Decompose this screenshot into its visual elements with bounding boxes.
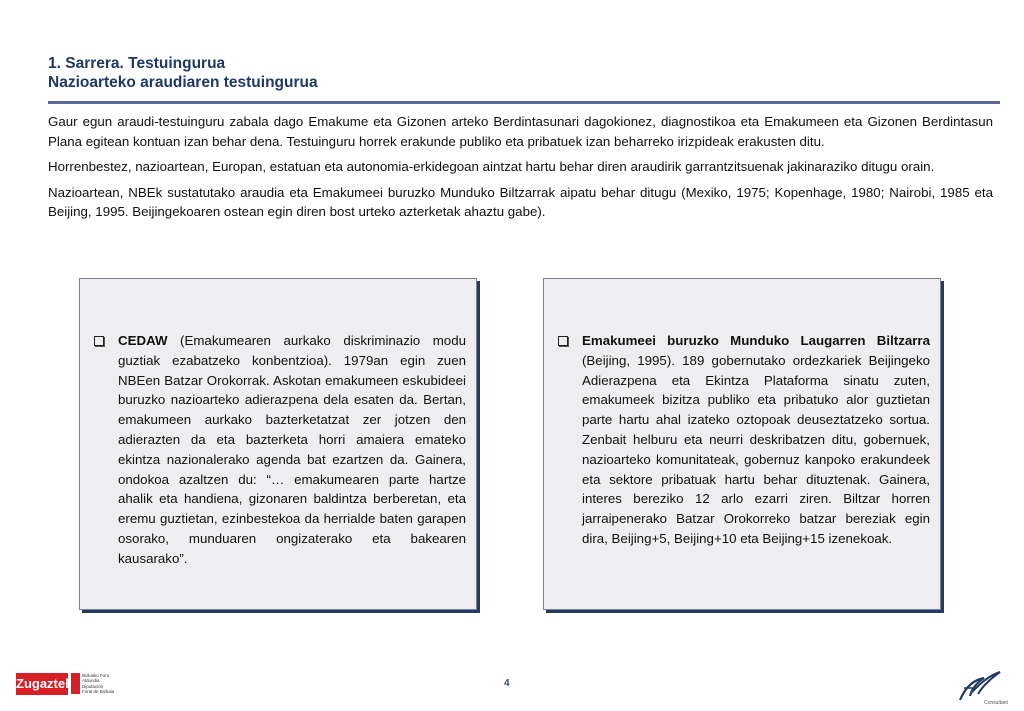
- intro-paragraph: Horrenbestez, nazioartean, Europan, estatuan eta autonomia-erkidegoan aintzat hartu behar diren araudirik garrantzitsuenak jakinaraziko ditugu orain.: [48, 159, 935, 175]
- header-divider: [48, 101, 1000, 104]
- beijing-bold: Emakumeei buruzko Munduko Laugarren Biltzarra: [582, 333, 930, 348]
- intro-text: [48, 112, 993, 228]
- intro-paragraph: Nazioartean, NBEk sustatutako araudia eta Emakumeei buruzko Munduko Biltzarrak aipatu behar ditugu (Mexiko, 1975; Kopenhage, 1980; Nairobi, 1985 eta Beijing, 1995. Beijingekoaren ostean egin diren bost urteko azterketak ahaztu gabe).: [48, 184, 993, 220]
- page-header: [48, 54, 318, 92]
- page-title: Nazioarteko araudiaren testuingurua: [48, 74, 318, 91]
- checkbox-bullet-icon: [558, 336, 568, 346]
- section-label: 1. Sarrera. Testuinguruа: [48, 55, 226, 72]
- page-number: 4: [504, 678, 510, 689]
- checkbox-bullet-icon: [94, 336, 104, 346]
- beijing-text: [582, 331, 930, 549]
- cedaw-bold: CEDAW: [118, 333, 168, 348]
- cedaw-box: [79, 278, 477, 610]
- cedaw-item: [92, 331, 466, 569]
- cedaw-text: [118, 331, 466, 569]
- beijing-item: [556, 331, 930, 549]
- svg-text:Consultants: Consultants: [984, 700, 1008, 706]
- consultants-logo: [952, 666, 1008, 706]
- cedaw-body: (Emakumearen aurkako diskriminazio modu guztiak ezabatzeko konbentzioa). 1979an egin zuen NBEen Batzar Orokorrak. Askotan emakumeen eskubideei buruzko nazioarteko adierazpena dela esaten da. Bertan, emakumeen aurkako bazterketatzat zer jotzen den adierazten da eta bazterketa horri amaiera emateko ekintza nazionalerako agenda bat ezartzen da. Gainera, ondokoa azaltzen du: “… emakumearen parte hartze ahalik eta handiena, gizonaren baldintza berberetan, eta eremu guztietan, ezinbestekoa da herrialde baten garapen osorako, munduaren ongizaterako eta bakearen kausarako”.: [118, 333, 466, 566]
- bizkaia-emblem-icon: [71, 673, 80, 694]
- zugaztel-logo: Zugaztel: [16, 673, 68, 695]
- intro-paragraph: Gaur egun araudi-testuinguru zabala dago Emakume eta Gizonen arteko Berdintasunari dagokionez, diagnostikoa eta Emakumeen eta Gizonen Berdintasun Plana egitean kontuan izan behar dena. Testuinguru horrek erakunde publiko eta pribatuek izan beharreko irizpideak erakusten ditu.: [48, 114, 993, 149]
- beijing-box: [543, 278, 941, 610]
- bizkaia-logo: Bizkaiko Foru Aldundia Diputación Foral de Bizkaia: [71, 673, 126, 695]
- consultants-swirl-icon: [952, 666, 1008, 706]
- beijing-body: (Beijing, 1995). 189 gobernutako ordezkariek Beijingeko Adierazpena eta Ekintza Plataforma sinatu zuten, emakumeek bizitza publiko eta pribatuko alor guztietan parte hartu ahal izateko oztopoak deuseztatzeko sortua. Zenbait helburu eta neurri deskribatzen ditu, gobernuek, nazioarteko komunitateak, gobernuz kanpoko erakundeek eta sektore pribatuak hartu behar dituztenak. Gainera, interes bereziko 12 arlo ezarri ziren. Biltzar horren jarraipenerako Batzar Orokorreko batzar bereziak egin dira, Beijing+5, Beijing+10 eta Beijing+15 izenekoak.: [582, 352, 930, 546]
